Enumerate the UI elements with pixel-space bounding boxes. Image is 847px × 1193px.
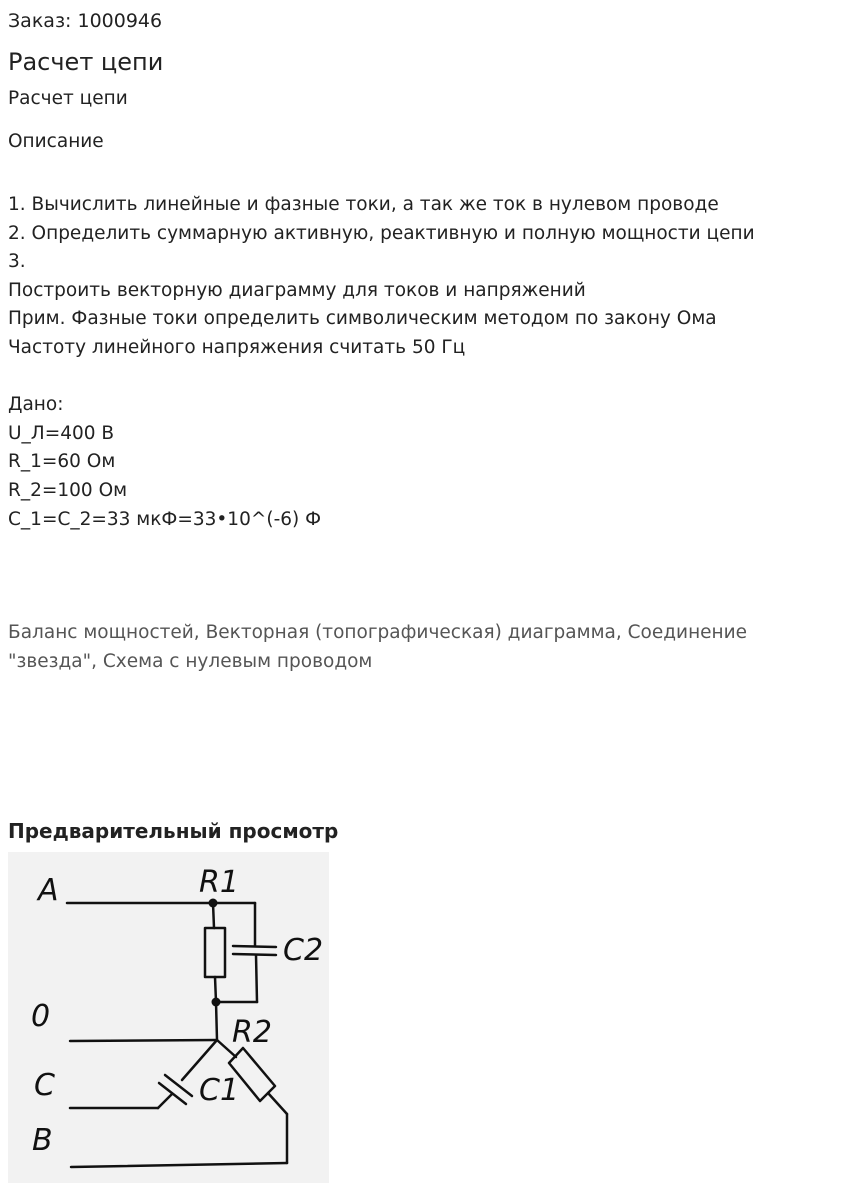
description-line: Дано: <box>8 394 64 416</box>
junction-bottom <box>212 998 221 1007</box>
page-title: Расчет цепи <box>8 48 164 76</box>
description-line: R_1=60 Ом <box>8 451 116 473</box>
wire-r2-bottom <box>268 1093 287 1114</box>
order-number: Заказ: 1000946 <box>8 10 163 32</box>
description-line: Частоту линейного напряжения считать 50 Гц <box>8 336 466 358</box>
description-body <box>8 191 755 534</box>
label-c2: C2 <box>283 933 324 968</box>
wire-neutral <box>70 1040 217 1041</box>
wire-to-star <box>216 1002 217 1040</box>
description-heading: Описание <box>8 131 104 152</box>
description-line: U_Л=400 В <box>8 422 115 444</box>
description-line: Построить векторную диаграмму для токов и напряжений <box>8 279 586 301</box>
label-r2: R2 <box>232 1015 272 1050</box>
wire-c1-bottom <box>158 1094 172 1108</box>
capacitor-c1-plate-top <box>165 1075 192 1096</box>
description-line: 1. Вычислить линейные и фазные токи, а так же ток в нулевом проводе <box>8 194 719 215</box>
description-line: Прим. Фазные токи определить символическим методом по закону Ома <box>8 308 717 330</box>
page-subtitle: Расчет цепи <box>8 88 128 109</box>
description-line: 3. <box>8 251 26 273</box>
wire-c2-bottom <box>256 955 257 1002</box>
capacitor-c2-plate-top <box>233 946 276 947</box>
label-r1: R1 <box>199 865 239 900</box>
description-line: C_1=C_2=33 мкФ=33•10^(-6) Ф <box>8 508 322 530</box>
label-b: B <box>32 1123 53 1158</box>
label-c: C <box>34 1068 55 1103</box>
capacitor-c2-plate-bottom <box>233 954 276 955</box>
label-o: 0 <box>31 999 51 1034</box>
label-a: A <box>38 873 59 908</box>
description-line <box>8 363 755 392</box>
description-line: 2. Определить суммарную активную, реактивную и полную мощности цепи <box>8 222 755 244</box>
preview-heading: Предварительный просмотр <box>8 819 339 843</box>
label-c1: C1 <box>199 1073 240 1108</box>
description-line: R_2=100 Ом <box>8 479 128 501</box>
circuit-preview-image[interactable] <box>8 852 329 1183</box>
wire-b <box>71 1163 287 1167</box>
tag-list: Баланс мощностей, Векторная (топографическая) диаграмма, Соединение "звезда", Схема с нулевым проводом <box>8 622 748 672</box>
resistor-r1 <box>205 928 225 977</box>
circuit-diagram <box>8 852 329 1183</box>
